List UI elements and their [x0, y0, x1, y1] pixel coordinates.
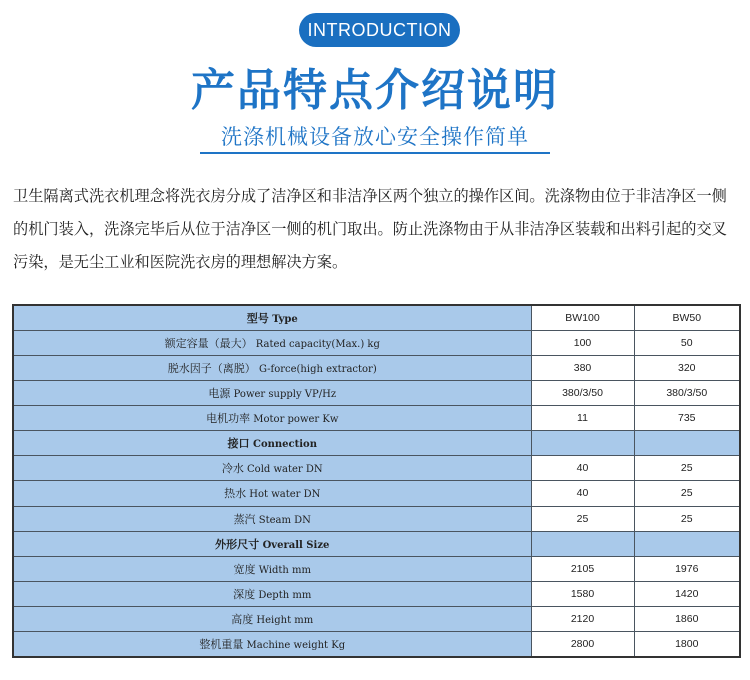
page-subtitle: 洗涤机械设备放心安全操作简单: [221, 125, 529, 149]
table-row: [13, 506, 740, 531]
spec-table: [12, 304, 741, 658]
spec-label-en: Depth mm: [258, 589, 312, 601]
spec-value-bw100: 380: [531, 356, 634, 381]
subtitle-underline: [200, 152, 550, 154]
spec-value-bw100: 25: [531, 506, 634, 531]
spec-label-cell: [13, 606, 531, 631]
spec-label-zh: 蒸汽: [233, 512, 256, 526]
table-row: [13, 606, 740, 631]
page-title: 产品特点介绍说明: [191, 65, 559, 116]
spec-label-cell: [13, 506, 531, 531]
spec-value-bw50: 25: [634, 481, 740, 506]
spec-label-zh: 深度: [233, 587, 256, 601]
spec-label-en: Power supply VP/Hz: [233, 389, 337, 401]
spec-label-en: Rated capacity(Max.) kg: [255, 339, 380, 351]
spec-label-cell: [13, 481, 531, 506]
spec-label-cell: [13, 631, 531, 657]
table-row: [13, 481, 740, 506]
spec-label-en: G-force(high extractor): [258, 364, 377, 376]
spec-label-cell: [13, 581, 531, 606]
table-row: [13, 556, 740, 581]
section-label-zh: 外形尺寸: [215, 537, 260, 551]
table-row: [13, 456, 740, 481]
spec-value-bw50: 1420: [634, 581, 740, 606]
spec-label-zh: 电机功率: [206, 412, 251, 426]
spec-label-cell: [13, 456, 531, 481]
section-label-en: Connection: [253, 439, 317, 451]
header-type-cell: [13, 305, 531, 331]
section-label-en: Overall Size: [262, 539, 330, 551]
section-blank-cell: [634, 431, 740, 456]
spec-value-bw50: 1976: [634, 556, 740, 581]
header-model-bw50: BW50: [634, 305, 740, 331]
header-model-bw100: BW100: [531, 305, 634, 331]
spec-value-bw50: 380/3/50: [634, 381, 740, 406]
spec-value-bw50: 50: [634, 331, 740, 356]
spec-label-zh: 高度: [231, 612, 254, 626]
spec-value-bw50: 25: [634, 456, 740, 481]
spec-value-bw100: 40: [531, 481, 634, 506]
spec-value-bw100: 2800: [531, 631, 634, 657]
spec-label-cell: [13, 556, 531, 581]
table-row: [13, 406, 740, 431]
spec-value-bw100: 380/3/50: [531, 381, 634, 406]
table-row: [13, 331, 740, 356]
spec-value-bw50: 735: [634, 406, 740, 431]
header-type-zh: 型号: [246, 312, 269, 326]
table-section-row: [13, 431, 740, 456]
spec-label-zh: 冷水: [221, 462, 244, 476]
table-header-row: [13, 305, 740, 331]
table-row: [13, 581, 740, 606]
spec-label-en: Machine weight Kg: [246, 639, 346, 651]
spec-value-bw50: 1800: [634, 631, 740, 657]
table-row: [13, 631, 740, 657]
spec-label-en: Width mm: [258, 564, 311, 576]
spec-label-zh: 热水: [224, 487, 247, 501]
spec-value-bw50: 25: [634, 506, 740, 531]
spec-label-cell: [13, 381, 531, 406]
spec-label-zh: 宽度: [233, 562, 256, 576]
spec-label-en: Hot water DN: [249, 489, 321, 501]
spec-value-bw50: 1860: [634, 606, 740, 631]
spec-label-cell: [13, 356, 531, 381]
spec-value-bw100: 2105: [531, 556, 634, 581]
spec-value-bw100: 2120: [531, 606, 634, 631]
spec-value-bw100: 11: [531, 406, 634, 431]
spec-label-en: Cold water DN: [247, 464, 323, 476]
spec-label-en: Steam DN: [258, 514, 311, 526]
spec-label-zh: 电源: [208, 387, 231, 401]
spec-label-en: Motor power Kw: [253, 414, 339, 426]
spec-label-zh: 脱水因子（离脱）: [167, 362, 256, 376]
introduction-badge: INTRODUCTION: [299, 13, 460, 47]
spec-value-bw100: 40: [531, 456, 634, 481]
section-blank-cell: [531, 431, 634, 456]
spec-value-bw50: 320: [634, 356, 740, 381]
section-label-cell: [13, 531, 531, 556]
table-row: [13, 381, 740, 406]
section-blank-cell: [531, 531, 634, 556]
table-section-row: [13, 531, 740, 556]
spec-label-en: Height mm: [256, 614, 314, 626]
section-blank-cell: [634, 531, 740, 556]
section-label-cell: [13, 431, 531, 456]
intro-paragraph: 卫生隔离式洗衣机理念将洗衣房分成了洁净区和非洁净区两个独立的操作区间。洗涤物由位于非洁净区一侧的机门装入，洗涤完毕后从位于洁净区一侧的机门取出。防止洗涤物由于从非洁净区装载和出料引起的交叉污染，是无尘工业和医院洗衣房的理想解决方案。: [13, 187, 727, 271]
spec-value-bw100: 1580: [531, 581, 634, 606]
section-label-zh: 接口: [227, 437, 250, 451]
spec-label-zh: 整机重量: [199, 637, 244, 651]
table-row: [13, 356, 740, 381]
spec-label-zh: 额定容量（最大）: [164, 337, 253, 351]
spec-value-bw100: 100: [531, 331, 634, 356]
header-type-en: Type: [272, 314, 298, 326]
spec-label-cell: [13, 331, 531, 356]
spec-label-cell: [13, 406, 531, 431]
